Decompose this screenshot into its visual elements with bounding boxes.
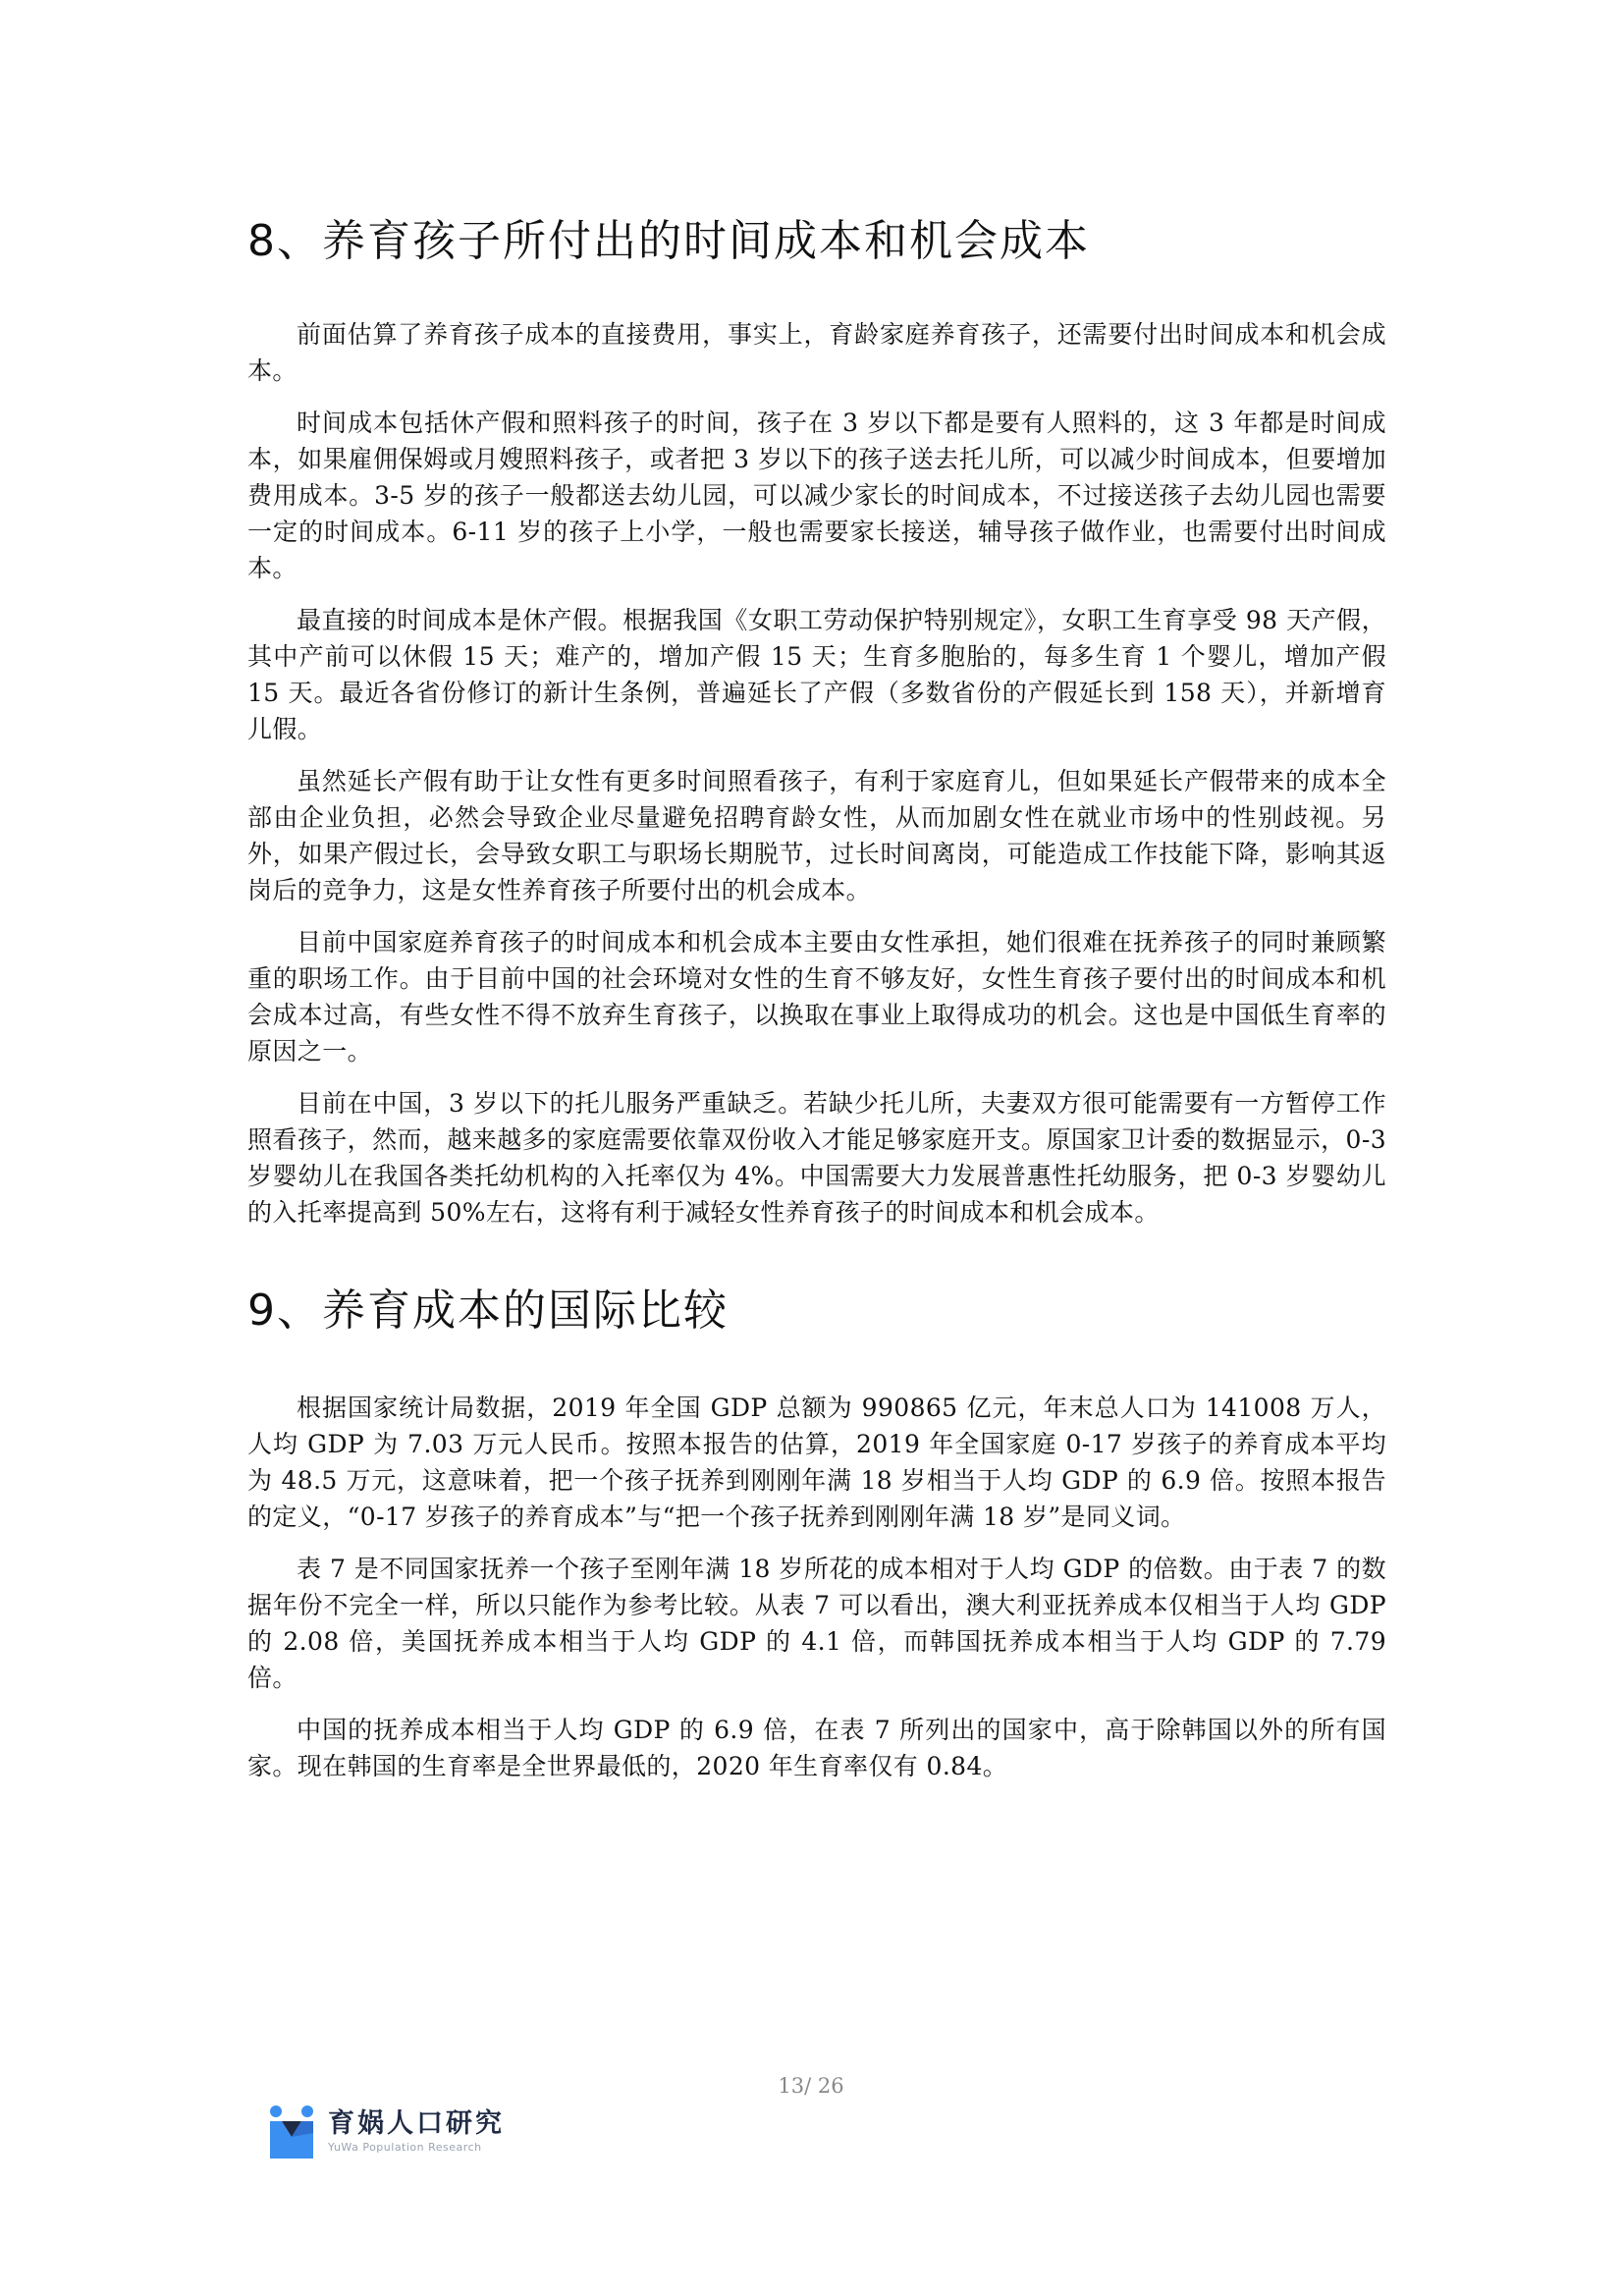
logo-name-chinese: 育娲人口研究: [328, 2108, 505, 2139]
paragraph: 中国的抚养成本相当于人均 GDP 的 6.9 倍，在表 7 所列出的国家中，高于除韩国以外的所有国家。现在韩国的生育率是全世界最低的，2020 年生育率仅有 0.84。: [247, 1716, 1386, 1780]
logo-name-english: YuWa Population Research: [328, 2141, 482, 2154]
page-number: 13/ 26: [778, 2074, 844, 2098]
section-heading-international-comparison: 9、养育成本的国际比较: [247, 1285, 729, 1336]
paragraph: 表 7 是不同国家抚养一个孩子至刚年满 18 岁所花的成本相对于人均 GDP 的倍数。由于表 7 的数据年份不完全一样，所以只能作为参考比较。从表 7 可以看出，澳大利亚抚养成本仅相当于人均 GDP 的 2.08 倍，美国抚养成本相当于人均 GDP 的 4.1 倍，而韩国抚养成本相当于人均 GDP 的 7.79 倍。: [247, 1555, 1386, 1692]
paragraph: 根据国家统计局数据，2019 年全国 GDP 总额为 990865 亿元，年末总人口为 141008 万人，人均 GDP 为 7.03 万元人民币。按照本报告的估算，2019 年全国家庭 0-17 岁孩子的养育成本平均为 48.5 万元，这意味着，把一个孩子抚养到刚刚年满 18 岁相当于人均 GDP 的 6.9 倍。按照本报告的定义，“0-17 岁孩子的养育成本”与“把一个孩子抚养到刚刚年满 18 岁”是同义词。: [247, 1394, 1386, 1531]
paragraph: 虽然延长产假有助于让女性有更多时间照看孩子，有利于家庭育儿，但如果延长产假带来的成本全部由企业负担，必然会导致企业尽量避免招聘育龄女性，从而加剧女性在就业市场中的性别歧视。另外，如果产假过长，会导致女职工与职场长期脱节，过长时间离岗，可能造成工作技能下降，影响其返岗后的竞争力，这是女性养育孩子所要付出的机会成本。: [247, 767, 1386, 904]
page-content: [247, 210, 1386, 1800]
paragraph: 目前在中国，3 岁以下的托儿服务严重缺乏。若缺少托儿所，夫妻双方很可能需要有一方暂停工作照看孩子，然而，越来越多的家庭需要依靠双份收入才能足够家庭开支。原国家卫计委的数据显示，0-3 岁婴幼儿在我国各类托幼机构的入托率仅为 4%。中国需要大力发展普惠性托幼服务，把 0-3 岁婴幼儿的入托率提高到 50%左右，这将有利于减轻女性养育孩子的时间成本和机会成本。: [247, 1089, 1386, 1227]
paragraph: 目前中国家庭养育孩子的时间成本和机会成本主要由女性承担，她们很难在抚养孩子的同时兼顾繁重的职场工作。由于目前中国的社会环境对女性的生育不够友好，女性生育孩子要付出的时间成本和机会成本过高，有些女性不得不放弃生育孩子，以换取在事业上取得成功的机会。这也是中国低生育率的原因之一。: [247, 928, 1386, 1066]
footer-logo: [267, 2104, 505, 2160]
paragraph: 时间成本包括休产假和照料孩子的时间，孩子在 3 岁以下都是要有人照料的，这 3 年都是时间成本，如果雇佣保姆或月嫂照料孩子，或者把 3 岁以下的孩子送去托儿所，可以减少时间成本，但要增加费用成本。3-5 岁的孩子一般都送去幼儿园，可以减少家长的时间成本，不过接送孩子去幼儿园也需要一定的时间成本。6-11 岁的孩子上小学，一般也需要家长接送，辅导孩子做作业，也需要付出时间成本。: [247, 409, 1386, 582]
logo-text: [328, 2108, 505, 2156]
yuwa-logo-icon: [267, 2104, 316, 2160]
paragraph: 最直接的时间成本是休产假。根据我国《女职工劳动保护特别规定》，女职工生育享受 98 天产假，其中产前可以休假 15 天；难产的，增加产假 15 天；生育多胞胎的，每多生育 1 个婴儿，增加产假 15 天。最近各省份修订的新计生条例，普遍延长了产假（多数省份的产假延长到 158 天），并新增育儿假。: [247, 606, 1386, 743]
section-heading-time-cost: 8、养育孩子所付出的时间成本和机会成本: [247, 216, 1090, 266]
paragraph: 前面估算了养育孩子成本的直接费用，事实上，育龄家庭养育孩子，还需要付出时间成本和机会成本。: [247, 320, 1386, 385]
